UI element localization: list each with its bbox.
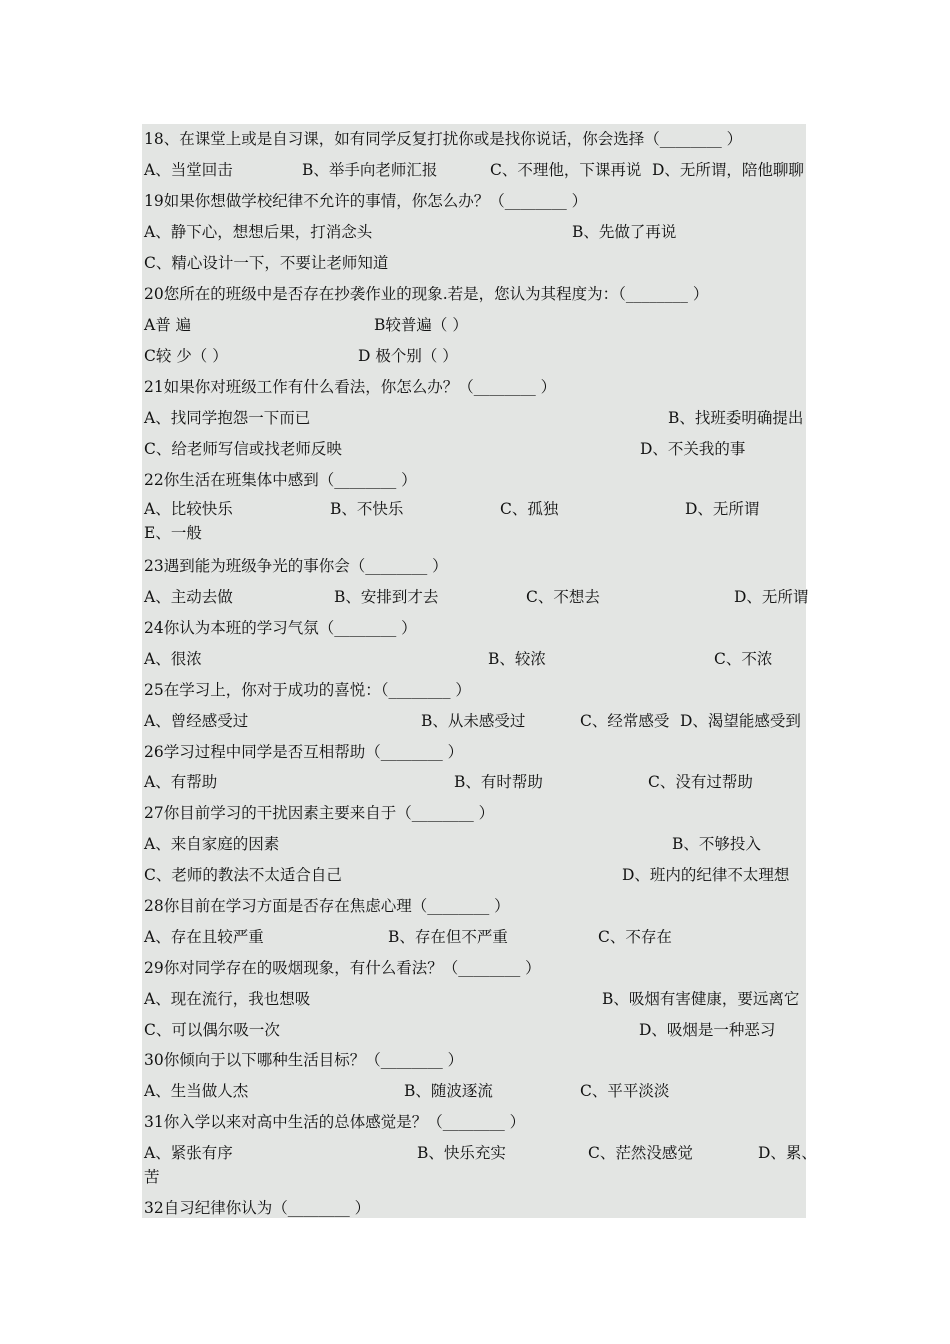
answer-option: D、累、 <box>758 1144 817 1162</box>
answer-option: B、安排到才去 <box>334 588 439 606</box>
answer-option: C、茫然没感觉 <box>588 1144 693 1162</box>
option-row <box>142 860 806 891</box>
question-row <box>142 613 806 644</box>
answer-option: D、吸烟是一种恶习 <box>639 1021 776 1039</box>
answer-option: C、不理他，下课再说 <box>490 161 642 179</box>
answer-option: C、不想去 <box>526 588 600 606</box>
answer-option: C、平平淡淡 <box>580 1082 670 1100</box>
answer-option: C、孤独 <box>500 500 559 518</box>
answer-option: A、现在流行，我也想吸 <box>144 990 311 1008</box>
answer-option: C、精心设计一下，不要让老师知道 <box>144 254 389 272</box>
question-text: 26学习过程中同学是否互相帮助（________ ） <box>144 743 464 761</box>
question-text: 20您所在的班级中是否存在抄袭作业的现象.若是，您认为其程度为：（________ ） <box>144 285 709 303</box>
question-text: 27你目前学习的干扰因素主要来自于（________ ） <box>144 804 495 822</box>
option-row <box>142 248 806 279</box>
option-row <box>142 155 806 186</box>
answer-option: D、无所谓 <box>734 588 809 606</box>
question-text: 28你目前在学习方面是否存在焦虑心理（________ ） <box>144 897 510 915</box>
answer-option: 苦 <box>144 1168 160 1186</box>
answer-option: A、主动去做 <box>144 588 233 606</box>
option-row <box>142 1162 806 1193</box>
answer-option: C、不浓 <box>714 650 773 668</box>
question-row <box>142 279 806 310</box>
answer-option: B、较浓 <box>488 650 546 668</box>
question-row <box>142 465 806 496</box>
question-row <box>142 798 806 829</box>
answer-option: C较 少（ ） <box>144 347 228 365</box>
question-row <box>142 551 806 582</box>
question-text: 30你倾向于以下哪种生活目标？（________ ） <box>144 1051 464 1069</box>
question-row <box>142 737 806 768</box>
question-text: 19如果你想做学校纪律不允许的事情，你怎么办？（________ ） <box>144 192 588 210</box>
answer-option: B、快乐充实 <box>417 1144 506 1162</box>
question-row <box>142 124 806 155</box>
answer-option: A、曾经感受过 <box>144 712 249 730</box>
question-row <box>142 953 806 984</box>
answer-option: A、存在且较严重 <box>144 928 264 946</box>
answer-option: A普 遍 <box>144 316 192 334</box>
question-row <box>142 1193 806 1224</box>
answer-option: B、随波逐流 <box>404 1082 493 1100</box>
question-row <box>142 372 806 403</box>
option-row <box>142 217 806 248</box>
option-row <box>142 310 806 341</box>
answer-option: B、从未感受过 <box>421 712 526 730</box>
answer-option: C、可以偶尔吸一次 <box>144 1021 280 1039</box>
answer-option: D、班内的纪律不太理想 <box>622 866 790 884</box>
option-row <box>142 341 806 372</box>
answer-option: B较普遍（ ） <box>374 316 468 334</box>
answer-option: A、当堂回击 <box>144 161 233 179</box>
answer-option: B、吸烟有害健康，要远离它 <box>602 990 800 1008</box>
answer-option: B、有时帮助 <box>454 773 543 791</box>
answer-option: C、不存在 <box>598 928 672 946</box>
answer-option: A、很浓 <box>144 650 202 668</box>
question-text: 21如果你对班级工作有什么看法，你怎么办？（________ ） <box>144 378 557 396</box>
option-row <box>142 1015 806 1046</box>
question-row <box>142 891 806 922</box>
answer-option: A、静下心，想想后果，打消念头 <box>144 223 373 241</box>
question-text: 24你认为本班的学习气氛（________ ） <box>144 619 417 637</box>
question-row <box>142 1045 806 1076</box>
answer-option: D、渴望能感受到 <box>680 712 801 730</box>
answer-option: D、无所谓 <box>685 500 760 518</box>
question-text: 23遇到能为班级争光的事你会（________ ） <box>144 557 448 575</box>
answer-option: A、生当做人杰 <box>144 1082 249 1100</box>
answer-option: B、找班委明确提出 <box>668 409 804 427</box>
option-row <box>142 829 806 860</box>
option-row <box>142 403 806 434</box>
question-text: 18、在课堂上或是自习课，如有同学反复打扰你或是找你说话，你会选择（________ ） <box>144 130 743 148</box>
answer-option: A、有帮助 <box>144 773 218 791</box>
answer-option: C、经常感受 <box>580 712 670 730</box>
answer-option: D、不关我的事 <box>640 440 746 458</box>
answer-option: B、不够投入 <box>672 835 761 853</box>
question-text: 32自习纪律你认为（________ ） <box>144 1199 371 1217</box>
answer-option: C、没有过帮助 <box>648 773 753 791</box>
option-row <box>142 518 806 549</box>
answer-option: A、紧张有序 <box>144 1144 233 1162</box>
question-text: 29你对同学存在的吸烟现象，有什么看法？（________ ） <box>144 959 541 977</box>
option-row <box>142 434 806 465</box>
answer-option: A、比较快乐 <box>144 500 233 518</box>
option-row <box>142 984 806 1015</box>
answer-option: D、无所谓，陪他聊聊 <box>652 161 804 179</box>
option-row <box>142 706 806 737</box>
answer-option: A、找同学抱怨一下而已 <box>144 409 311 427</box>
question-row <box>142 1107 806 1138</box>
survey-document <box>142 124 817 1218</box>
question-row <box>142 186 806 217</box>
option-row <box>142 922 806 953</box>
answer-option: B、不快乐 <box>330 500 404 518</box>
answer-option: B、存在但不严重 <box>388 928 508 946</box>
question-row <box>142 675 806 706</box>
question-text: 31你入学以来对高中生活的总体感觉是？（________ ） <box>144 1113 526 1131</box>
option-row <box>142 1076 806 1107</box>
option-row <box>142 767 806 798</box>
option-row <box>142 582 809 613</box>
answer-option: B、先做了再说 <box>572 223 677 241</box>
option-row <box>142 644 806 675</box>
answer-option: E、一般 <box>144 524 202 542</box>
question-text: 25在学习上，你对于成功的喜悦：（________ ） <box>144 681 471 699</box>
answer-option: C、老师的教法不太适合自己 <box>144 866 342 884</box>
answer-option: C、给老师写信或找老师反映 <box>144 440 342 458</box>
answer-option: A、来自家庭的因素 <box>144 835 280 853</box>
answer-option: D 极个别（ ） <box>358 347 458 365</box>
answer-option: B、举手向老师汇报 <box>302 161 438 179</box>
question-text: 22你生活在班集体中感到（________ ） <box>144 471 417 489</box>
